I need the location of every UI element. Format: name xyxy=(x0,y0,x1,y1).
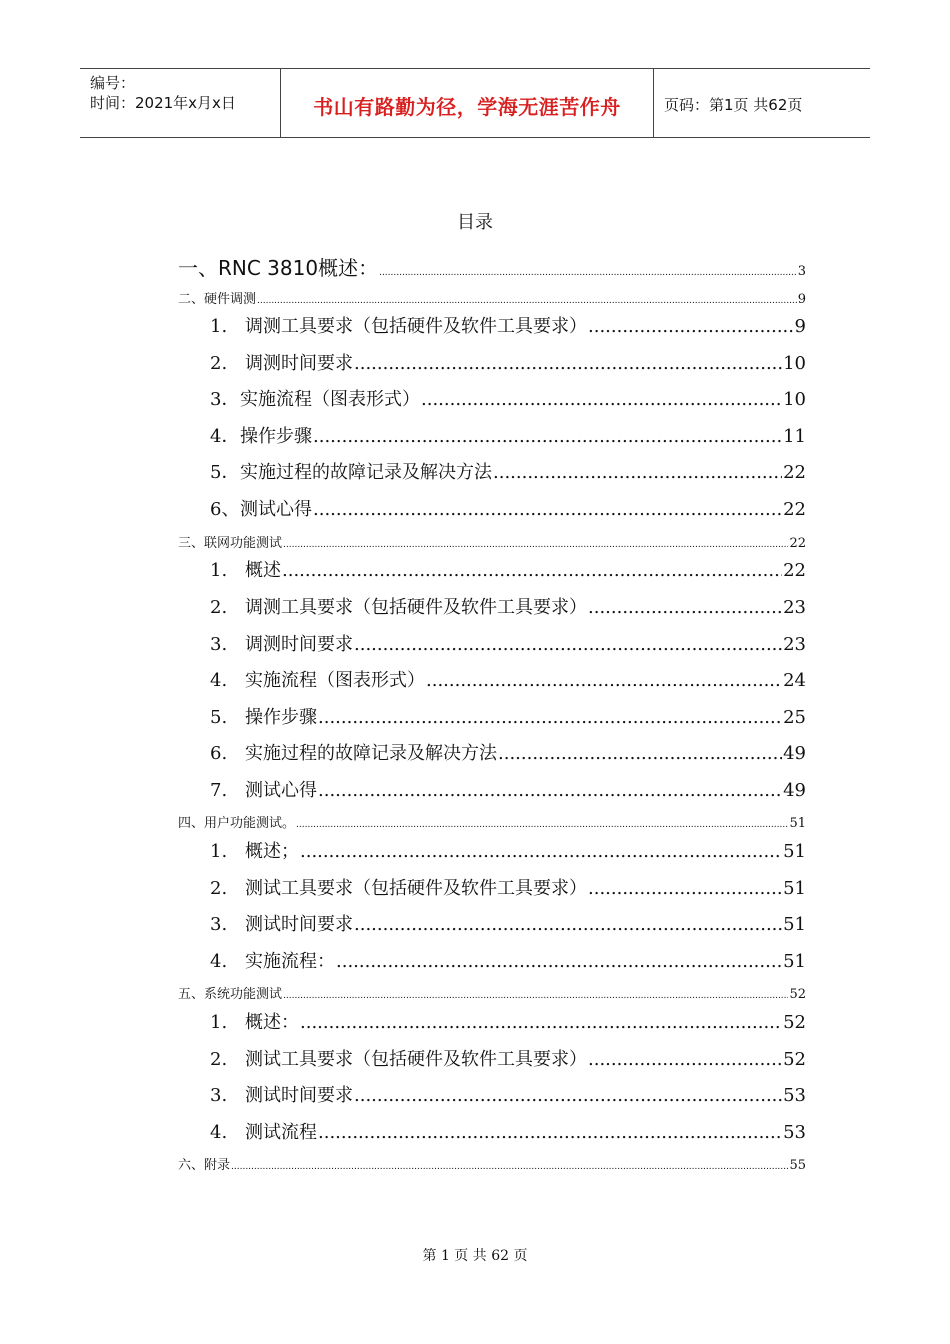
toc-page-number: 10 xyxy=(783,389,806,410)
toc-section-label: 二、硬件调测 xyxy=(178,292,257,307)
toc-item-number: 1. xyxy=(210,841,228,862)
toc-page-number: 22 xyxy=(783,462,806,483)
toc-section-entry[interactable] xyxy=(178,983,806,1002)
toc-item-text: 概述 xyxy=(245,560,281,581)
toc-item-entry[interactable] xyxy=(178,458,806,484)
toc-leader-dots xyxy=(318,1122,782,1143)
toc-leader-dots xyxy=(588,878,782,899)
toc-item-text: 测试时间要求 xyxy=(245,1085,353,1106)
toc-item-entry[interactable] xyxy=(178,1081,806,1107)
toc-leader-dots xyxy=(257,296,797,306)
toc-leader-dots xyxy=(588,316,794,337)
toc-item-label xyxy=(178,593,587,619)
toc-item-label xyxy=(178,666,425,692)
toc-item-text: 调测时间要求 xyxy=(245,353,353,374)
toc-leader-dots xyxy=(313,426,782,447)
toc-item-label xyxy=(178,312,587,338)
toc-item-text: 概述： xyxy=(245,1012,299,1033)
toc-page-number: 3 xyxy=(797,264,806,279)
header-page-cell xyxy=(654,69,870,137)
toc-item-number: 6、 xyxy=(210,499,240,520)
toc-item-number: 3. xyxy=(210,914,228,935)
header-motto-cell xyxy=(281,69,654,137)
toc-leader-dots xyxy=(354,1085,782,1106)
toc-item-label xyxy=(178,703,317,729)
toc-item-label xyxy=(178,947,335,973)
toc-item-text: 概述； xyxy=(245,841,299,862)
toc-item-label xyxy=(178,385,420,411)
toc-item-number: 5． xyxy=(210,462,240,483)
toc-item-entry[interactable] xyxy=(178,703,806,729)
toc-item-entry[interactable] xyxy=(178,837,806,863)
toc-leader-dots xyxy=(354,634,782,655)
toc-leader-dots xyxy=(421,389,782,410)
toc-leader-dots xyxy=(300,841,782,862)
toc-item-number: 4. xyxy=(210,1122,228,1143)
toc-item-number: 7. xyxy=(210,780,228,801)
toc-item-text: 实施过程的故障记录及解决方法 xyxy=(245,743,497,764)
header-page-info: 页码：第1页 共62页 xyxy=(664,95,803,114)
toc-page-number: 51 xyxy=(783,841,806,862)
toc-page-number: 53 xyxy=(783,1085,806,1106)
toc-item-entry[interactable] xyxy=(178,593,806,619)
toc-item-number: 6. xyxy=(210,743,228,764)
toc-item-text: 操作步骤 xyxy=(240,426,312,447)
toc-title: 目录 xyxy=(457,212,493,233)
toc-item-text: 调测工具要求（包括硬件及软件工具要求） xyxy=(245,597,587,618)
toc-page-number: 24 xyxy=(783,670,806,691)
toc-item-label xyxy=(178,422,312,448)
toc-item-number: 4. xyxy=(210,951,228,972)
toc-item-text: 测试心得 xyxy=(245,780,317,801)
header-motto: 书山有路勤为径，学海无涯苦作舟 xyxy=(313,94,621,119)
toc-item-number: 1. xyxy=(210,560,228,581)
toc-item-entry[interactable] xyxy=(178,1008,806,1034)
toc-item-text: 调测时间要求 xyxy=(245,634,353,655)
toc-leader-dots xyxy=(318,707,782,728)
toc-item-entry[interactable] xyxy=(178,422,806,448)
toc-item-label xyxy=(178,630,353,656)
toc-item-text: 测试流程 xyxy=(245,1122,317,1143)
toc-section-label: 一、RNC 3810概述： xyxy=(178,256,379,280)
toc-leader-dots xyxy=(588,1049,782,1070)
toc-page-number: 25 xyxy=(783,707,806,728)
toc-section-entry[interactable] xyxy=(178,252,806,281)
toc-page-number: 49 xyxy=(783,743,806,764)
toc-page-number: 22 xyxy=(783,499,806,520)
toc-leader-dots xyxy=(498,743,782,764)
toc-item-entry[interactable] xyxy=(178,349,806,375)
toc-item-number: 3. xyxy=(210,634,228,655)
toc-page-number: 53 xyxy=(783,1122,806,1143)
toc-leader-dots xyxy=(354,353,782,374)
toc-item-label xyxy=(178,837,299,863)
toc-leader-dots xyxy=(493,462,782,483)
toc-item-label xyxy=(178,910,353,936)
toc-leader-dots xyxy=(282,560,782,581)
toc-item-number: 4． xyxy=(210,426,240,447)
document-date: 时间：2021年x月x日 xyxy=(90,94,236,112)
toc-page-number: 23 xyxy=(783,634,806,655)
toc-page-number: 49 xyxy=(783,780,806,801)
toc-item-text: 测试工具要求（包括硬件及软件工具要求） xyxy=(245,878,587,899)
toc-item-text: 测试工具要求（包括硬件及软件工具要求） xyxy=(245,1049,587,1070)
toc-item-entry[interactable] xyxy=(178,776,806,802)
toc-item-number: 2. xyxy=(210,353,228,374)
toc-item-entry[interactable] xyxy=(178,1045,806,1071)
toc-page-number: 52 xyxy=(789,987,806,1002)
toc-page-number: 22 xyxy=(783,560,806,581)
toc-item-text: 实施过程的故障记录及解决方法 xyxy=(240,462,492,483)
toc-item-number: 1. xyxy=(210,316,228,337)
toc-section-entry[interactable] xyxy=(178,288,806,307)
toc-item-number: 4. xyxy=(210,670,228,691)
toc-item-text: 调测工具要求（包括硬件及软件工具要求） xyxy=(245,316,587,337)
toc-item-entry[interactable] xyxy=(178,666,806,692)
toc-leader-dots xyxy=(354,914,782,935)
toc-page-number: 23 xyxy=(783,597,806,618)
toc-item-label xyxy=(178,1081,353,1107)
toc-page-number: 52 xyxy=(783,1012,806,1033)
toc-item-entry[interactable] xyxy=(178,312,806,338)
toc-item-number: 2. xyxy=(210,878,228,899)
toc-item-label xyxy=(178,556,281,582)
toc-item-entry[interactable] xyxy=(178,630,806,656)
toc-leader-dots xyxy=(318,780,782,801)
toc-item-entry[interactable] xyxy=(178,385,806,411)
toc-leader-dots xyxy=(283,991,788,1001)
toc-section-entry[interactable] xyxy=(178,1154,806,1173)
toc-item-label xyxy=(178,1008,299,1034)
toc-item-label xyxy=(178,776,317,802)
toc-item-entry[interactable] xyxy=(178,910,806,936)
toc-item-label xyxy=(178,495,312,521)
toc-item-entry[interactable] xyxy=(178,874,806,900)
toc-item-text: 测试时间要求 xyxy=(245,914,353,935)
toc-item-label xyxy=(178,458,492,484)
toc-item-label xyxy=(178,1118,317,1144)
toc-item-entry[interactable] xyxy=(178,556,806,582)
toc-item-label xyxy=(178,874,587,900)
toc-page-number: 52 xyxy=(783,1049,806,1070)
toc-item-entry[interactable] xyxy=(178,947,806,973)
toc-section-label: 五、系统功能测试 xyxy=(178,987,283,1002)
toc-item-number: 1. xyxy=(210,1012,228,1033)
toc-section-label: 四、用户功能测试。 xyxy=(178,816,296,831)
toc-page-number: 51 xyxy=(783,914,806,935)
toc-item-number: 2. xyxy=(210,1049,228,1070)
toc-item-text: 实施流程： xyxy=(245,951,335,972)
toc-item-label xyxy=(178,739,497,765)
toc-page-number: 22 xyxy=(789,536,806,551)
toc-section-entry[interactable] xyxy=(178,532,806,551)
toc-page-number: 51 xyxy=(783,878,806,899)
toc-leader-dots xyxy=(336,951,782,972)
toc-item-entry[interactable] xyxy=(178,495,806,521)
toc-item-number: 2. xyxy=(210,597,228,618)
toc-page-number: 55 xyxy=(789,1158,806,1173)
toc-item-entry[interactable] xyxy=(178,1118,806,1144)
toc-item-label xyxy=(178,1045,587,1071)
toc-section-entry[interactable] xyxy=(178,812,806,831)
toc-item-number: 3． xyxy=(210,389,240,410)
toc-item-number: 3. xyxy=(210,1085,228,1106)
toc-leader-dots xyxy=(231,1162,788,1172)
toc-leader-dots xyxy=(426,670,782,691)
toc-item-text: 实施流程（图表形式） xyxy=(245,670,425,691)
toc-item-text: 操作步骤 xyxy=(245,707,317,728)
toc-item-number: 5. xyxy=(210,707,228,728)
toc-page-number: 51 xyxy=(783,951,806,972)
toc-item-entry[interactable] xyxy=(178,739,806,765)
toc-leader-dots xyxy=(588,597,782,618)
toc-leader-dots xyxy=(300,1012,782,1033)
toc-leader-dots xyxy=(296,820,788,830)
header-meta-cell xyxy=(80,69,281,137)
toc-leader-dots xyxy=(283,540,788,550)
toc-page-number: 9 xyxy=(797,292,806,307)
toc-leader-dots xyxy=(313,499,782,520)
toc-page-number: 9 xyxy=(794,316,806,337)
toc-item-label xyxy=(178,349,353,375)
toc-item-text: 实施流程（图表形式） xyxy=(240,389,420,410)
toc-page-number: 10 xyxy=(783,353,806,374)
toc-page-number: 51 xyxy=(789,816,806,831)
toc-section-label: 六、附录 xyxy=(178,1158,231,1173)
toc-leader-dots xyxy=(379,268,797,278)
page-footer: 第 1 页 共 62 页 xyxy=(422,1248,528,1264)
toc-section-label: 三、联网功能测试 xyxy=(178,536,283,551)
document-number-label: 编号： xyxy=(90,74,136,92)
document-header xyxy=(80,68,870,138)
toc-page-number: 11 xyxy=(783,426,806,447)
toc-item-text: 测试心得 xyxy=(240,499,312,520)
